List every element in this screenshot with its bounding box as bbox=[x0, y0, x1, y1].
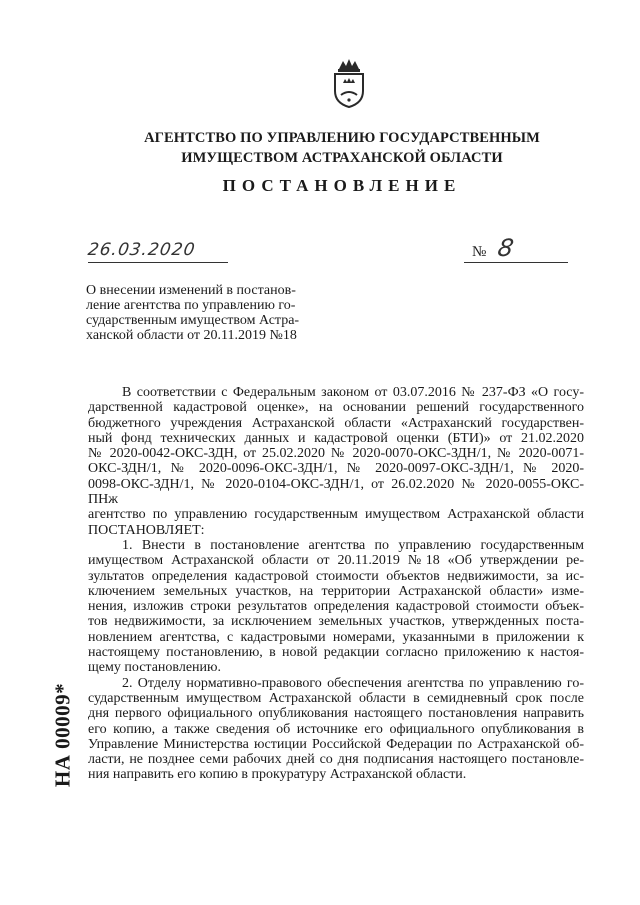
body-line: № 2020-0042-ОКС-ЗДН, от 25.02.2020 № 2020-0070-ОКС-ЗДН/1, № 2020-0071- bbox=[88, 446, 584, 462]
registration-stamp-text: НА 00009* bbox=[50, 682, 75, 788]
body-line: агентство по управлению государственным имуществом Астраханской области bbox=[88, 507, 584, 523]
document-body bbox=[88, 385, 584, 783]
body-line: нения, изложив строки результатов определения кадастровой стоимости объек- bbox=[88, 599, 584, 615]
body-line: дарственной кадастровой оценке», на основании решений государственного bbox=[88, 400, 584, 416]
body-line: Управление Министерства юстиции Российской Федерации по Астраханской об- bbox=[88, 736, 584, 752]
body-line: 2. Отделу нормативно-правового обеспечения агентства по управлению го- bbox=[122, 675, 584, 691]
agency-name-line-1: АГЕНТСТВО ПО УПРАВЛЕНИЮ ГОСУДАРСТВЕННЫМ bbox=[144, 130, 540, 146]
body-line: бюджетного учреждения Астраханской области «Астраханский государствен- bbox=[88, 415, 584, 431]
number-sign: № bbox=[472, 244, 487, 260]
handwritten-date: 26.03.2020 bbox=[86, 240, 197, 260]
body-line: щему постановлению. bbox=[88, 660, 221, 676]
body-line: дня первого официального опубликования настоящего постановления направить bbox=[88, 706, 584, 722]
subject-line: ление агентства по управлению го- bbox=[86, 298, 296, 313]
body-line-decree: ПОСТАНОВЛЯЕТ: bbox=[88, 522, 205, 538]
body-line: настоящему постановлению, в новой редакции согласно приложению к настоя- bbox=[88, 645, 584, 661]
body-line: сударственным имуществом Астраханской области в семидневный срок после bbox=[88, 690, 584, 706]
agency-name-line-2: ИМУЩЕСТВОМ АСТРАХАНСКОЙ ОБЛАСТИ bbox=[181, 150, 503, 166]
body-line: ния направить его копию в прокуратуру Астраханской области. bbox=[88, 767, 467, 783]
coat-of-arms-icon bbox=[329, 57, 369, 109]
body-line: В соответствии с Федеральным законом от 03.07.2016 № 237-ФЗ «О госу- bbox=[122, 385, 584, 400]
registration-stamp bbox=[48, 660, 78, 810]
document-type-title: ПОСТАНОВЛЕНИЕ bbox=[222, 176, 462, 195]
body-line: его копию, а также сведения об источнике его официального опубликования в bbox=[88, 721, 584, 737]
body-line: ПНж bbox=[88, 492, 118, 508]
body-line: тов недвижимости, за исключением земельных участков, утвержденных поста- bbox=[88, 614, 584, 630]
body-line: зультатов определения кадастровой стоимости объектов недвижимости, за ис- bbox=[88, 568, 584, 584]
subject-line: О внесении изменений в постанов- bbox=[86, 283, 296, 298]
subject-line: ханской области от 20.11.2019 №18 bbox=[86, 328, 297, 343]
date-field bbox=[88, 240, 228, 263]
body-line: ный фонд технических данных и кадастровой оценки (БТИ)» от 21.02.2020 bbox=[88, 430, 584, 446]
body-line: ОКС-ЗДН/1, № 2020-0096-ОКС-ЗДН/1, № 2020-0097-ОКС-ЗДН/1, № 2020- bbox=[88, 461, 584, 477]
body-line: ключением земельных участков, на территории Астраханской области» изме- bbox=[88, 583, 584, 599]
body-line: 0098-ОКС-ЗДН/1, № 2020-0104-ОКС-ЗДН/1, от 26.02.2020 № 2020-0055-ОКС- bbox=[88, 476, 584, 492]
body-line: ласти, не позднее семи рабочих дней со дня подписания настоящего постановле- bbox=[88, 752, 584, 768]
body-line: 1. Внести в постановление агентства по управлению государственным bbox=[122, 537, 584, 553]
subject-line: сударственным имуществом Астра- bbox=[86, 313, 300, 328]
document-number-field bbox=[464, 234, 568, 263]
body-line: имуществом Астраханской области от 20.11.2019 №18 «Об утверждении ре- bbox=[88, 553, 584, 569]
handwritten-number: 8 bbox=[495, 234, 516, 262]
body-line: новлением агентства, с кадастровыми номерами, указанными в приложении к bbox=[88, 629, 584, 645]
subject-block bbox=[86, 283, 312, 343]
